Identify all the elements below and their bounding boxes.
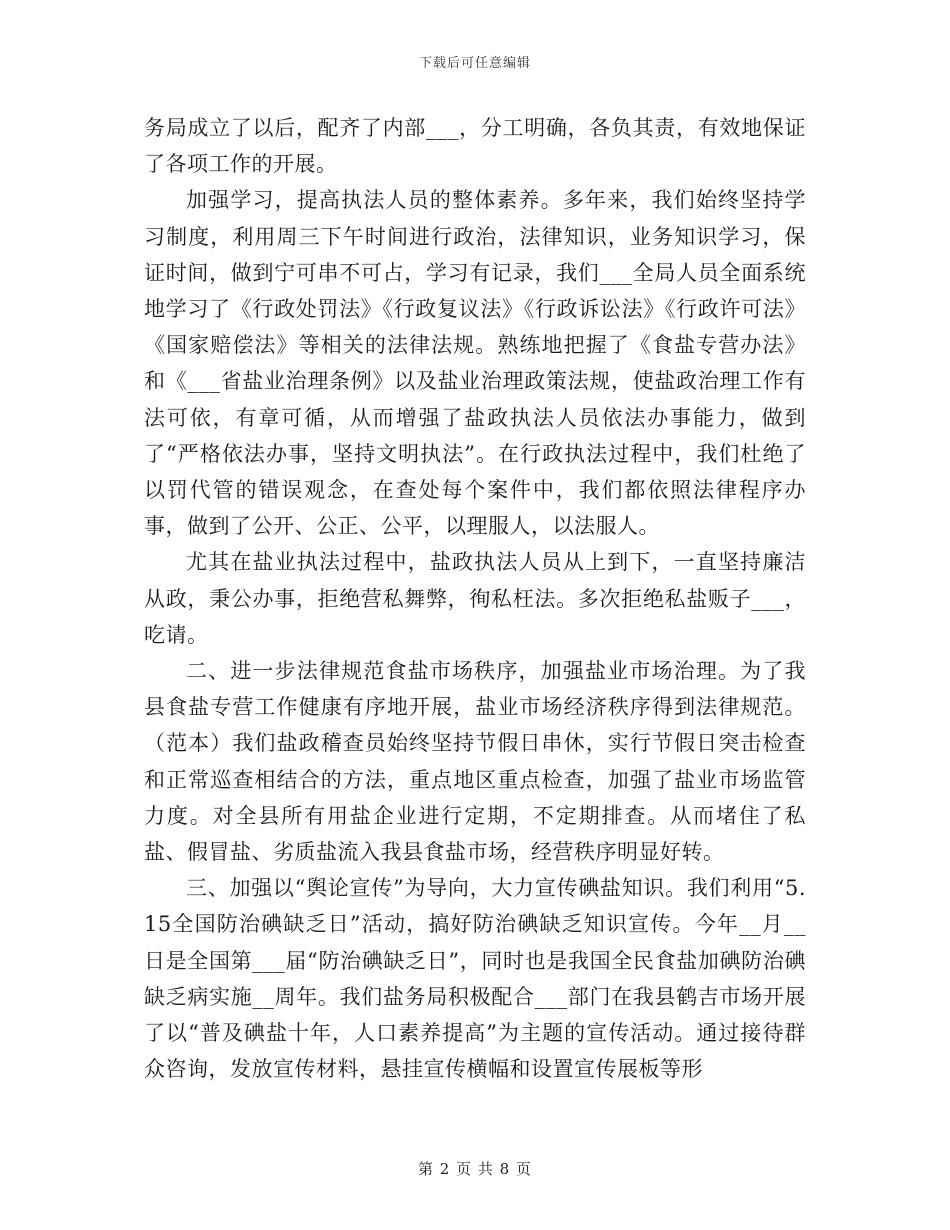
- document-body: [144, 110, 806, 1087]
- page-header: 下载后可任意编辑: [418, 56, 531, 71]
- paragraph-publicity: 三、加强以“舆论宣传”为导向，大力宣传碘盐知识。我们利用“5.15全国防治碘缺乏日”活动，搞好防治碘缺乏知识宣传。今年__月__日是全国第___届“防治碘缺乏日”，同时也是我国全民食盐加碘防治碘缺乏病实施__周年。我们盐务局积极配合___部门在我县鹤吉市场开展了以“普及碘盐十年，人口素养提高”为主题的宣传活动。通过接待群众咨询，发放宣传材料，悬挂宣传横幅和设置宣传展板等形: [144, 876, 806, 1082]
- paragraph-study: 加强学习，提高执法人员的整体素养。多年来，我们始终坚持学习制度，利用周三下午时间进行政治，法律知识，业务知识学习，保证时间，做到宁可串不可占，学习有记录，我们___全局人员全面系统地学习了《行政处罚法》《行政复议法》《行政诉讼法》《行政许可法》《国家赔偿法》等相关的法律法规。熟练地把握了《食盐专营办法》和《___省盐业治理条例》以及盐业治理政策法规，使盐政治理工作有法可依，有章可循，从而增强了盐政执法人员依法办事能力，做到了“严格依法办事，坚持文明执法”。在行政执法过程中，我们杜绝了以罚代管的错误观念，在查处每个案件中，我们都依照法律程序办事，做到了公开、公正、公平，以理服人，以法服人。: [144, 188, 806, 539]
- paragraph-continued: 务局成立了以后，配齐了内部___，分工明确，各负其责，有效地保证了各项工作的开展。: [144, 116, 806, 177]
- page-number: 第 2 页 共 8 页: [418, 1160, 532, 1178]
- paragraph-integrity: 尤其在盐业执法过程中，盐政执法人员从上到下，一直坚持廉洁从政，秉公办事，拒绝营私舞弊，徇私枉法。多次拒绝私盐贩子___，吃请。: [144, 550, 806, 647]
- paragraph-market-order: 二、进一步法律规范食盐市场秩序，加强盐业市场治理。为了我县食盐专营工作健康有序地开展，盐业市场经济秩序得到法律规范。（范本）我们盐政稽查员始终坚持节假日串休，实行节假日突击检查和正常巡查相结合的方法，重点地区重点检查，加强了盐业市场监管力度。对全县所有用盐企业进行定期，不定期排查。从而堵住了私盐、假冒盐、劣质盐流入我县食盐市场，经营秩序明显好转。: [144, 659, 806, 865]
